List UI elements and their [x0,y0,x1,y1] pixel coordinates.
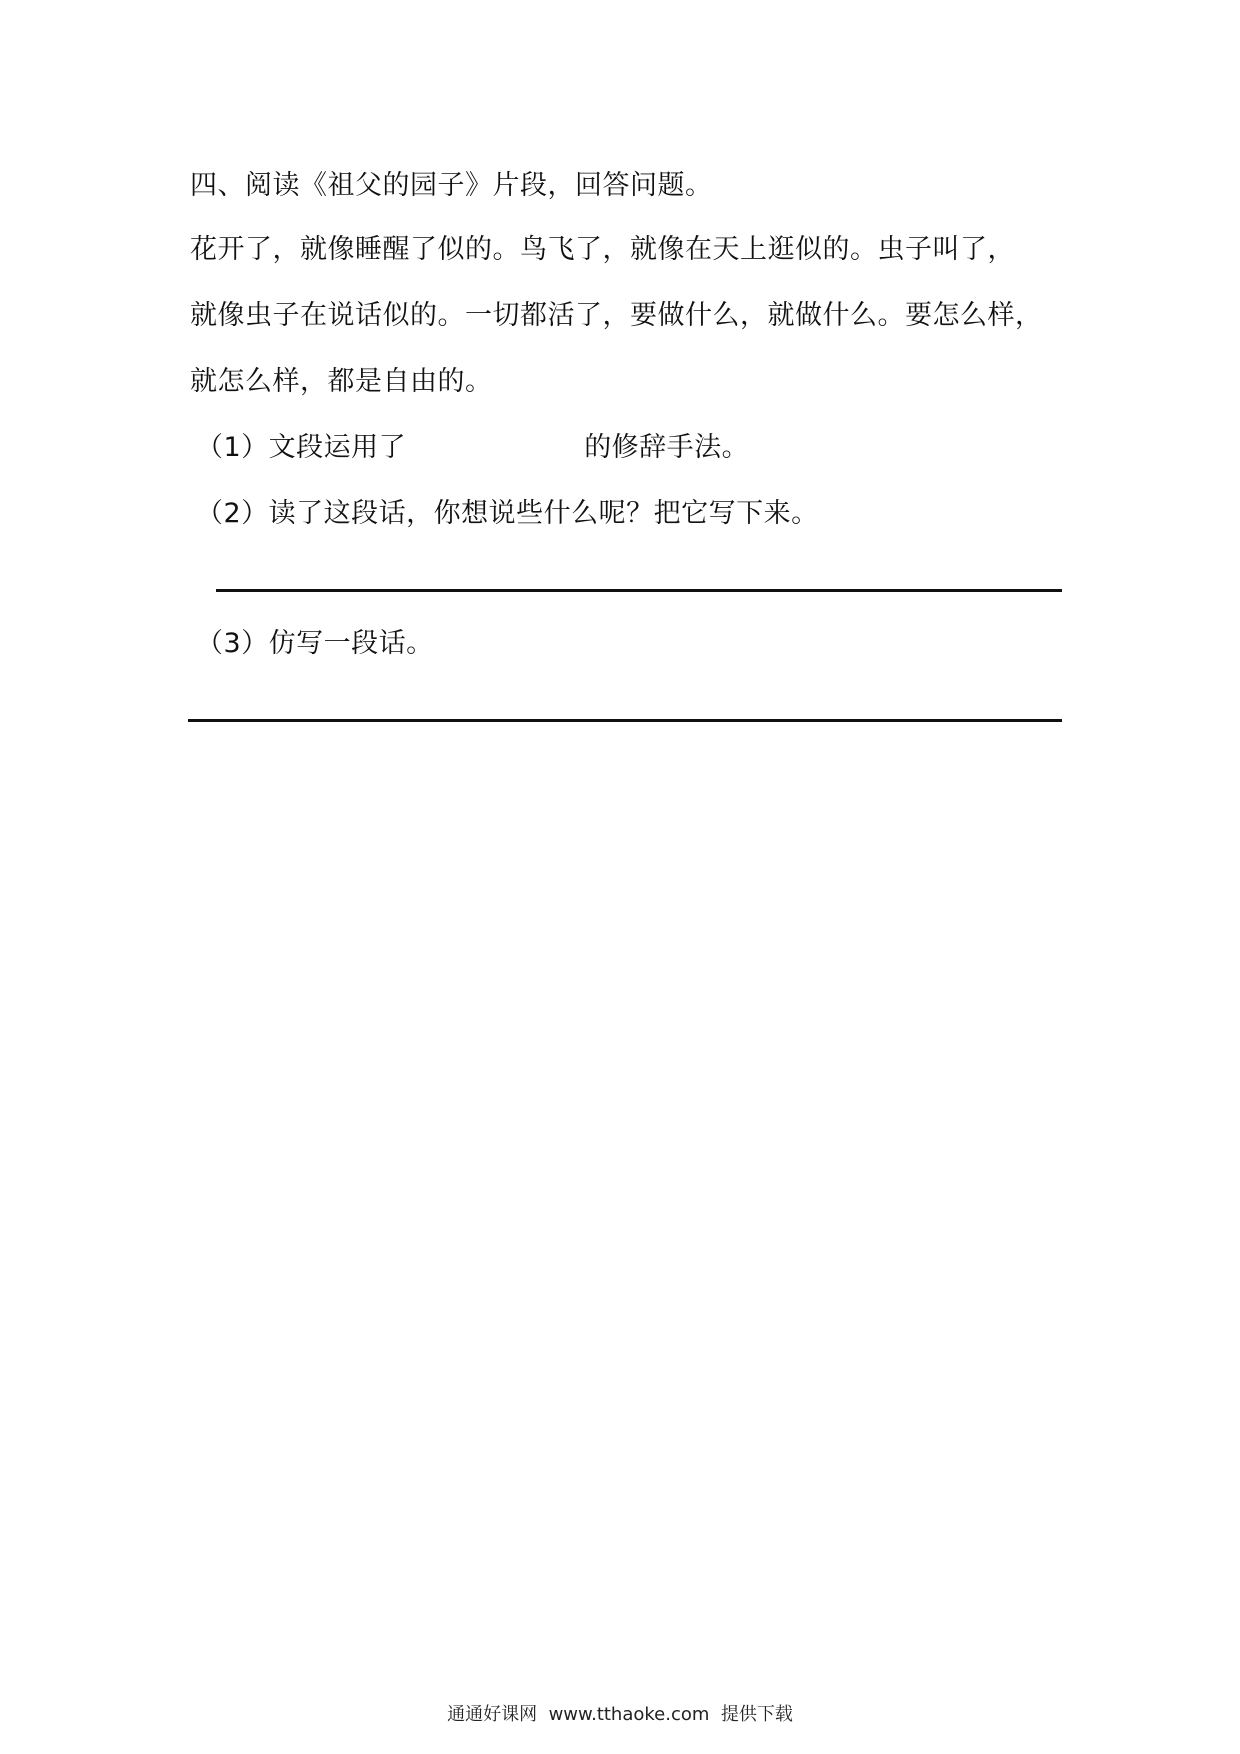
question-2: （2）读了这段话，你想说些什么呢？把它写下来。 [196,498,819,529]
question-3: （3）仿写一段话。 [196,628,434,659]
footer-url[interactable]: www.tthaoke.com [548,1704,710,1725]
question-2-answer-line[interactable] [216,589,1062,592]
passage-line-1: 花开了，就像睡醒了似的。鸟飞了，就像在天上逛似的。虫子叫了， [190,234,1015,265]
section-title: 四、阅读《祖父的园子》片段，回答问题。 [190,170,713,201]
footer-site-name: 通通好课网 [447,1704,538,1725]
passage-line-2: 就像虫子在说话似的。一切都活了，要做什么，就做什么。要怎么样， [190,300,1043,331]
question-1-suffix: 的修辞手法。 [584,432,750,463]
passage-line-3: 就怎么样，都是自由的。 [190,366,493,397]
question-3-answer-line[interactable] [188,719,1062,722]
question-1-prefix: （1）文段运用了 [196,432,407,463]
footer-suffix: 提供下载 [720,1704,793,1725]
page-footer [0,1702,1240,1728]
question-1 [196,428,749,468]
